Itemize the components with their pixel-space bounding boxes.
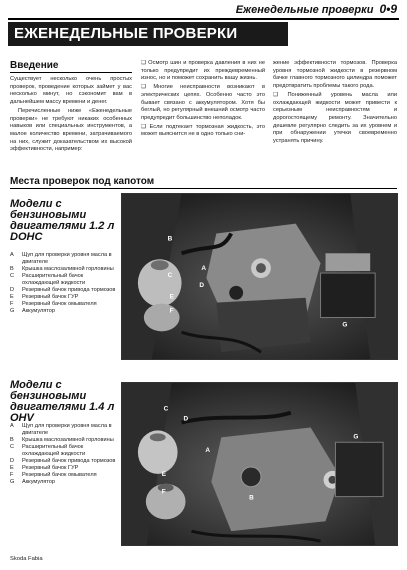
model-2-title: Модели с бензиновыми двигателями 1.4 л OHV [10, 379, 115, 424]
paragraph: Перечисленные ниже «Еженедельные проверки» не требуют никаких особенных навыков или специальных инструментов, а малое количество времени, затрачиваемого на них, служит доказательством их высокой эффективности, например: [10, 107, 132, 153]
engine-bay-photo-1 [121, 193, 398, 360]
legend-key: A [10, 423, 14, 429]
paragraph: жение эффективности тормозов. Проверка уровня тормозной жидкости в резервном бачке главного тормозного цилиндра поможет предотвратить проблемы такого рода. [273, 60, 397, 90]
callout-g: G [342, 321, 348, 329]
legend-key: F [10, 472, 14, 478]
callout-e: E [161, 470, 167, 478]
callout-e: E [169, 293, 174, 301]
legend-text: Расширительный бачок охлаждающей жидкости [22, 273, 86, 286]
legend-text: Щуп для проверки уровня масла в двигателе [22, 252, 112, 265]
legend-text: Резервный бачок омывателя [22, 472, 97, 478]
intro-heading: Введение [10, 60, 59, 71]
model-1-title: Модели с бензиновыми двигателями 1.2 л DOHC [10, 198, 115, 243]
legend-key: C [10, 444, 15, 450]
legend-item [10, 437, 120, 444]
legend-key: B [10, 266, 14, 272]
engine-bay-illustration-1 [122, 194, 397, 359]
callout-d: D [183, 415, 189, 423]
engine-bay-illustration-2 [122, 383, 397, 545]
legend-text: Аккумулятор [22, 308, 56, 314]
callout-g: G [353, 433, 359, 441]
legend-key: A [10, 252, 14, 258]
callout-b: B [249, 494, 254, 502]
legend-text: Резервный бачок ГУР [22, 294, 79, 300]
legend-text: Резервный бачок омывателя [22, 301, 97, 307]
running-head [236, 2, 397, 16]
paragraph: ❑ Пониженный уровень масла или охлаждающей жидкости может привести к серьезным неисправностям и дорогостоящему ремонту. Значительно дешевле регулярно следить за их уровнем и при обнаружении утечки своевременно устранять причину. [273, 91, 397, 145]
legend-item [10, 444, 120, 458]
legend-item [10, 266, 120, 273]
callout-f: F [169, 307, 174, 315]
running-head-title: Еженедельные проверки [235, 4, 374, 16]
legend-key: D [10, 458, 15, 464]
legend-key: E [10, 465, 14, 471]
legend-text: Аккумулятор [22, 479, 56, 485]
legend-text: Крышка маслозаливной горловины [22, 437, 114, 443]
intro-column-2 [141, 60, 265, 140]
legend-item [10, 465, 120, 472]
legend-text: Резервный бачок привода тормозов [22, 287, 116, 293]
page-number: 0•9 [379, 2, 397, 16]
intro-column-3 [273, 60, 397, 147]
legend-key: E [10, 294, 14, 300]
callout-d: D [199, 281, 205, 289]
legend-text: Расширительный бачок охлаждающей жидкости [22, 444, 86, 457]
callout-f: F [161, 488, 166, 496]
legend-key: G [10, 479, 15, 485]
intro-column-1 [10, 76, 132, 155]
section-rule [10, 188, 397, 189]
legend-text: Щуп для проверки уровня масла в двигателе [22, 423, 112, 436]
footer-book-title: Skoda Fabia [10, 556, 43, 562]
legend-key: B [10, 437, 14, 443]
legend-item [10, 308, 120, 315]
top-rule [8, 18, 399, 20]
legend-key: D [10, 287, 15, 293]
callout-a: A [201, 265, 207, 273]
callout-c: C [163, 405, 169, 413]
legend-item [10, 472, 120, 479]
legend-key: C [10, 273, 15, 279]
section-heading: Места проверок под капотом [10, 176, 155, 187]
legend-text: Крышка маслозаливной горловины [22, 266, 114, 272]
legend-key: G [10, 308, 15, 314]
engine-bay-photo-2 [121, 382, 398, 546]
legend-text: Резервный бачок ГУР [22, 465, 79, 471]
chapter-banner: ЕЖЕНЕДЕЛЬНЫЕ ПРОВЕРКИ [8, 22, 288, 46]
model-1-legend [10, 252, 120, 315]
callout-c: C [167, 272, 173, 279]
legend-item [10, 252, 120, 266]
callout-a: A [205, 447, 211, 455]
legend-item [10, 287, 120, 294]
legend-key: F [10, 301, 14, 307]
legend-item [10, 458, 120, 465]
model-2-legend [10, 423, 120, 486]
paragraph: ❑ Многие неисправности возникают в электрических цепях. Особенно часто это бывает связано с аккумулятором. Хотя бы беглый, но регулярный внешний осмотр часто предупредит большинство неполадок. [141, 84, 265, 121]
intro-rule [10, 72, 132, 73]
callout-b: B [167, 235, 173, 243]
legend-item [10, 294, 120, 301]
legend-item [10, 273, 120, 287]
paragraph: Существует несколько очень простых проверок, проведение которых займет у вас несколько минут, но сэкономит вам в дальнейшем массу времени и денег. [10, 76, 132, 106]
legend-item [10, 479, 120, 486]
paragraph: ❑ Если подтекает тормозная жидкость, это может выяснится не в одно только сни- [141, 123, 265, 138]
paragraph: ❑ Осмотр шин и проверка давления в них не только предупредит их преждевременный износ, но и поможет сохранить вашу жизнь. [141, 60, 265, 82]
legend-text: Резервный бачок привода тормозов [22, 458, 116, 464]
legend-item [10, 423, 120, 437]
legend-item [10, 301, 120, 308]
